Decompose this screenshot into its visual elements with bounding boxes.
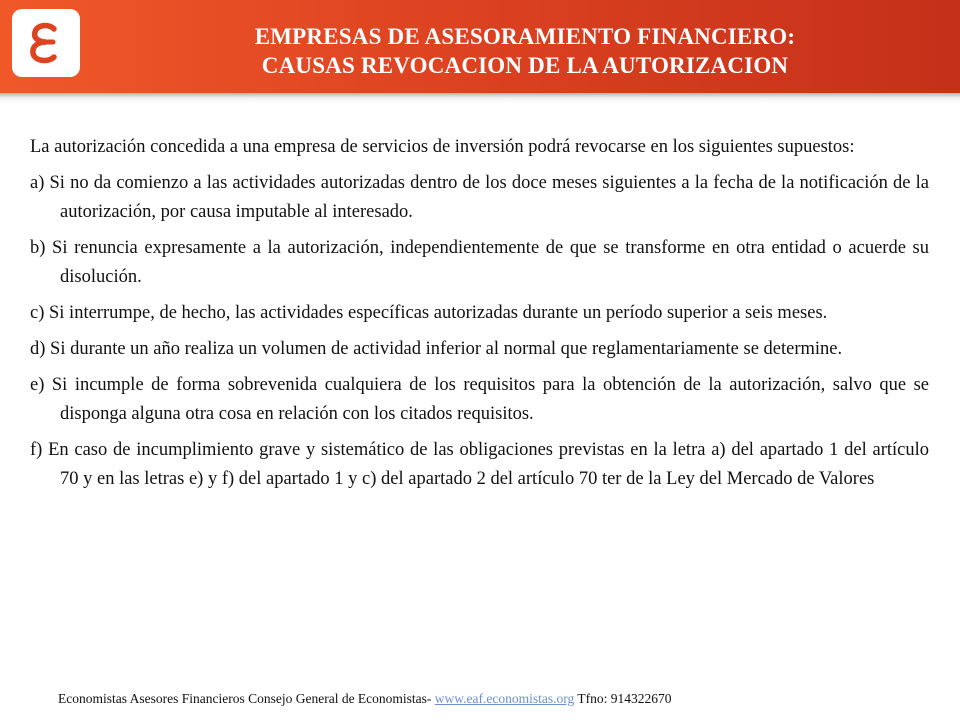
- footer: [58, 690, 938, 708]
- header-bar: [0, 0, 960, 93]
- title-line-1: EMPRESAS DE ASESORAMIENTO FINANCIERO:: [254, 24, 796, 49]
- eaf-logo-icon: [23, 20, 69, 66]
- list-item-d: d) Si durante un año realiza un volumen de actividad inferior al normal que reglamentariamente se determine.: [30, 339, 843, 359]
- logo: [12, 9, 80, 77]
- page-title: [110, 22, 940, 80]
- title-line-2: CAUSAS REVOCACION DE LA AUTORIZACION: [261, 53, 789, 78]
- list-item-a: a) Si no da comienzo a las actividades autorizadas dentro de los doce meses siguientes a la fecha de la notificación de la autorización, por causa imputable al interesado.: [30, 173, 929, 222]
- list-item-e: e) Si incumple de forma sobrevenida cualquiera de los requisitos para la obtención de la autorización, salvo que se disponga alguna otra cosa en relación con los citados requisitos.: [30, 375, 929, 424]
- list-item-b: b) Si renuncia expresamente a la autorización, independientemente de que se transforme en otra entidad o acuerde su disolución.: [30, 238, 929, 287]
- body-text: [30, 133, 929, 501]
- footer-text: Economistas Asesores Financieros Consejo General de Economistas-: [58, 691, 435, 706]
- intro-paragraph: La autorización concedida a una empresa de servicios de inversión podrá revocarse en los siguientes supuestos:: [30, 137, 855, 157]
- header-shadow: [0, 93, 960, 103]
- website-link[interactable]: www.eaf.economistas.org: [434, 691, 575, 706]
- footer-phone: Tfno: 914322670: [574, 691, 672, 706]
- list-item-c: c) Si interrumpe, de hecho, las actividades específicas autorizadas durante un período superior a seis meses.: [30, 303, 828, 323]
- list-item-f: f) En caso de incumplimiento grave y sistemático de las obligaciones previstas en la letra a) del apartado 1 del artículo 70 y en las letras e) y f) del apartado 1 y c) del apartado 2 del artículo 70 ter de la Ley del Mercado de Valores: [30, 440, 929, 489]
